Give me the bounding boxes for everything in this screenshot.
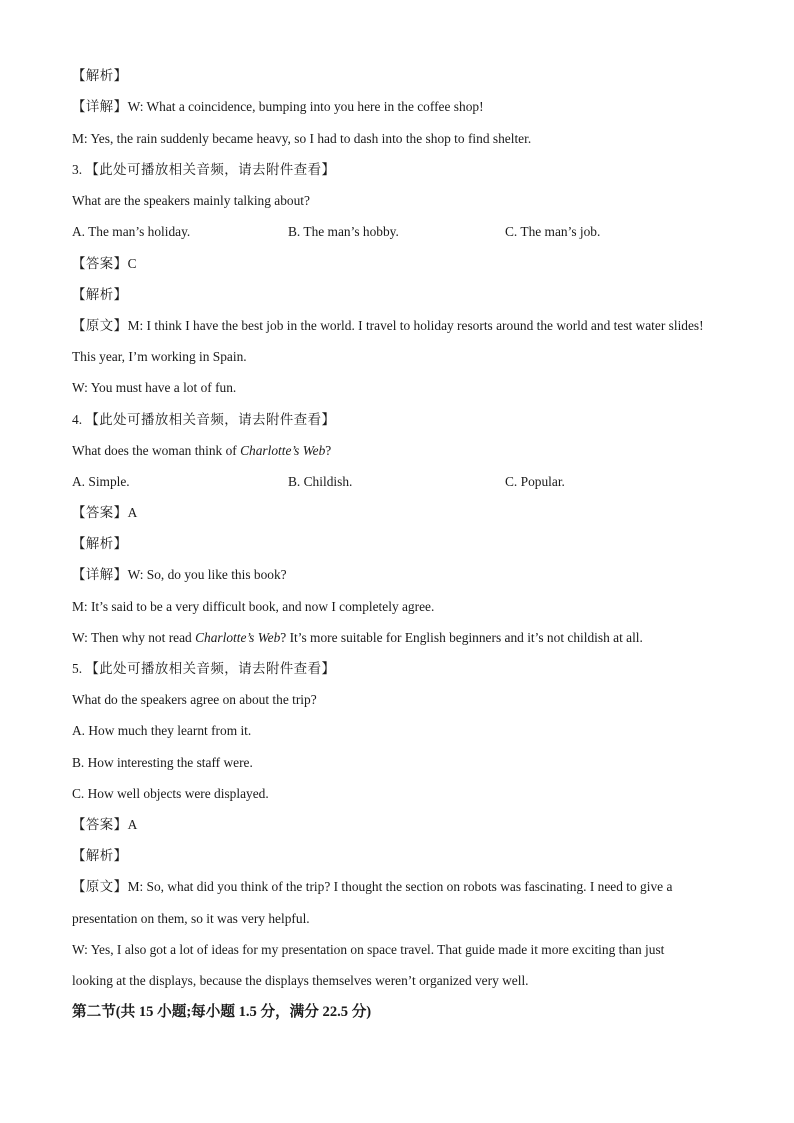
q2-detail-line-1 bbox=[72, 99, 722, 115]
q5-audio-notice[interactable]: 【此处可播放相关音频，请去附件查看】 bbox=[85, 661, 336, 676]
q5-number: 5. bbox=[72, 661, 83, 676]
q4-header bbox=[72, 412, 722, 428]
q5-dialogue-3: W: Yes, I also got a lot of ideas for my presentation on space travel. That guide made it more exciting than just bbox=[72, 942, 665, 957]
q5-analysis-tag: 【解析】 bbox=[72, 848, 128, 863]
q3-option-a: A. The man’s holiday. bbox=[72, 224, 191, 239]
q4-answer-tag: 【答案】 bbox=[72, 505, 128, 520]
q5-option-c: C. How well objects were displayed. bbox=[72, 786, 269, 801]
q5-answer-tag: 【答案】 bbox=[72, 817, 128, 832]
q4-dialogue-3-title: Charlotte’s Web bbox=[195, 630, 281, 645]
q5-original-tag: 【原文】 bbox=[72, 879, 128, 894]
q4-detail-tag: 【详解】 bbox=[72, 567, 128, 582]
q5-dialogue-2: presentation on them, so it was very helpful. bbox=[72, 911, 310, 926]
q4-question bbox=[72, 443, 722, 459]
q3-option-b: B. The man’s hobby. bbox=[288, 224, 399, 239]
q3-number: 3. bbox=[72, 162, 83, 177]
q5-dialogue-4: looking at the displays, because the displays themselves weren’t organized very well. bbox=[72, 973, 529, 988]
q3-answer-line bbox=[72, 256, 722, 272]
q3-option-c: C. The man’s job. bbox=[505, 224, 601, 239]
q3-dialogue-1: M: I think I have the best job in the world. I travel to holiday resorts around the world and test water slides! bbox=[127, 318, 704, 333]
q5-header bbox=[72, 661, 722, 677]
q4-question-title: Charlotte’s Web bbox=[240, 443, 326, 458]
q3-answer: C bbox=[127, 256, 137, 271]
q4-dialogue-3-pre: W: Then why not read bbox=[72, 630, 196, 645]
q4-answer-line bbox=[72, 505, 722, 521]
q5-option-b: B. How interesting the staff were. bbox=[72, 755, 253, 770]
q2-detail-tag: 【详解】 bbox=[72, 99, 128, 114]
q4-analysis-tag: 【解析】 bbox=[72, 536, 128, 551]
q2-analysis-tag: 【解析】 bbox=[72, 68, 128, 83]
q4-answer: A bbox=[127, 505, 138, 520]
q3-question: What are the speakers mainly talking about? bbox=[72, 193, 310, 208]
q3-answer-tag: 【答案】 bbox=[72, 256, 128, 271]
q3-header bbox=[72, 162, 722, 178]
q5-option-a: A. How much they learnt from it. bbox=[72, 723, 252, 738]
q4-audio-notice[interactable]: 【此处可播放相关音频，请去附件查看】 bbox=[85, 412, 336, 427]
q3-original-tag: 【原文】 bbox=[72, 318, 128, 333]
q3-audio-notice[interactable]: 【此处可播放相关音频，请去附件查看】 bbox=[85, 162, 336, 177]
q4-dialogue-3 bbox=[72, 630, 722, 646]
q2-dialogue-1: W: What a coincidence, bumping into you here in the coffee shop! bbox=[127, 99, 484, 114]
q4-option-b: B. Childish. bbox=[288, 474, 353, 489]
q4-question-post: ? bbox=[325, 443, 332, 458]
q4-number: 4. bbox=[72, 412, 83, 427]
q5-answer: A bbox=[127, 817, 138, 832]
q3-original-line-1 bbox=[72, 318, 722, 334]
q4-dialogue-3-post: ? It’s more suitable for English beginners and it’s not childish at all. bbox=[280, 630, 643, 645]
q4-detail-line-1 bbox=[72, 567, 722, 583]
q4-option-a: A. Simple. bbox=[72, 474, 130, 489]
q4-dialogue-1: W: So, do you like this book? bbox=[127, 567, 287, 582]
q5-original-line-1 bbox=[72, 879, 722, 895]
q4-question-pre: What does the woman think of bbox=[72, 443, 241, 458]
q5-dialogue-1: M: So, what did you think of the trip? I thought the section on robots was fascinating. I need to give a bbox=[127, 879, 673, 894]
q5-answer-line bbox=[72, 817, 722, 833]
q5-question: What do the speakers agree on about the trip? bbox=[72, 692, 317, 707]
q3-analysis-tag: 【解析】 bbox=[72, 287, 128, 302]
q4-option-c: C. Popular. bbox=[505, 474, 565, 489]
q2-dialogue-2: M: Yes, the rain suddenly became heavy, so I had to dash into the shop to find shelter. bbox=[72, 131, 532, 146]
section-2-heading: 第二节(共 15 小题;每小题 1.5 分，满分 22.5 分) bbox=[72, 1004, 372, 1020]
q3-dialogue-2: This year, I’m working in Spain. bbox=[72, 349, 247, 364]
q4-dialogue-2: M: It’s said to be a very difficult book, and now I completely agree. bbox=[72, 599, 435, 614]
q3-dialogue-3: W: You must have a lot of fun. bbox=[72, 380, 237, 395]
